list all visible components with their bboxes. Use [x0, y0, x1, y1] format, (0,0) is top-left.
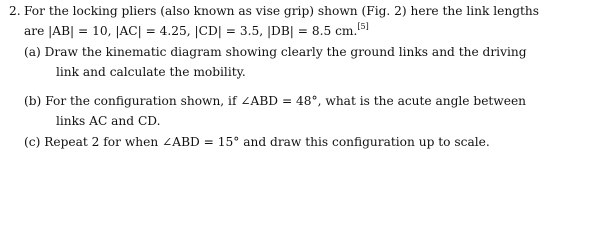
question-number: 2. — [9, 4, 21, 18]
link-lengths: are |AB| = 10, |AC| = 4.25, |CD| = 3.5, |DB| = 8.5 cm. — [24, 24, 358, 38]
part-b-line-1 — [24, 93, 526, 109]
part-b-label: (b) — [24, 94, 42, 108]
part-b-line-2: links AC and CD. — [56, 114, 161, 128]
part-a-line-1 — [24, 44, 527, 60]
question-intro-line-2 — [24, 23, 369, 39]
part-a-text: Draw the kinematic diagram showing clearly the ground links and the driving — [44, 45, 527, 59]
part-c-line-1 — [24, 134, 490, 150]
part-c-label: (c) — [24, 135, 41, 149]
question-intro-line-1: For the locking pliers (also known as vise grip) shown (Fig. 2) here the link lengths — [24, 4, 539, 18]
part-b-text: For the configuration shown, if ∠ABD = 48°, what is the acute angle between — [45, 94, 527, 108]
part-a-line-2: link and calculate the mobility. — [56, 65, 246, 79]
part-a-label: (a) — [24, 45, 41, 59]
part-c-text: Repeat 2 for when ∠ABD = 15° and draw this configuration up to scale. — [44, 135, 490, 149]
marks-superscript: [5] — [357, 22, 369, 31]
